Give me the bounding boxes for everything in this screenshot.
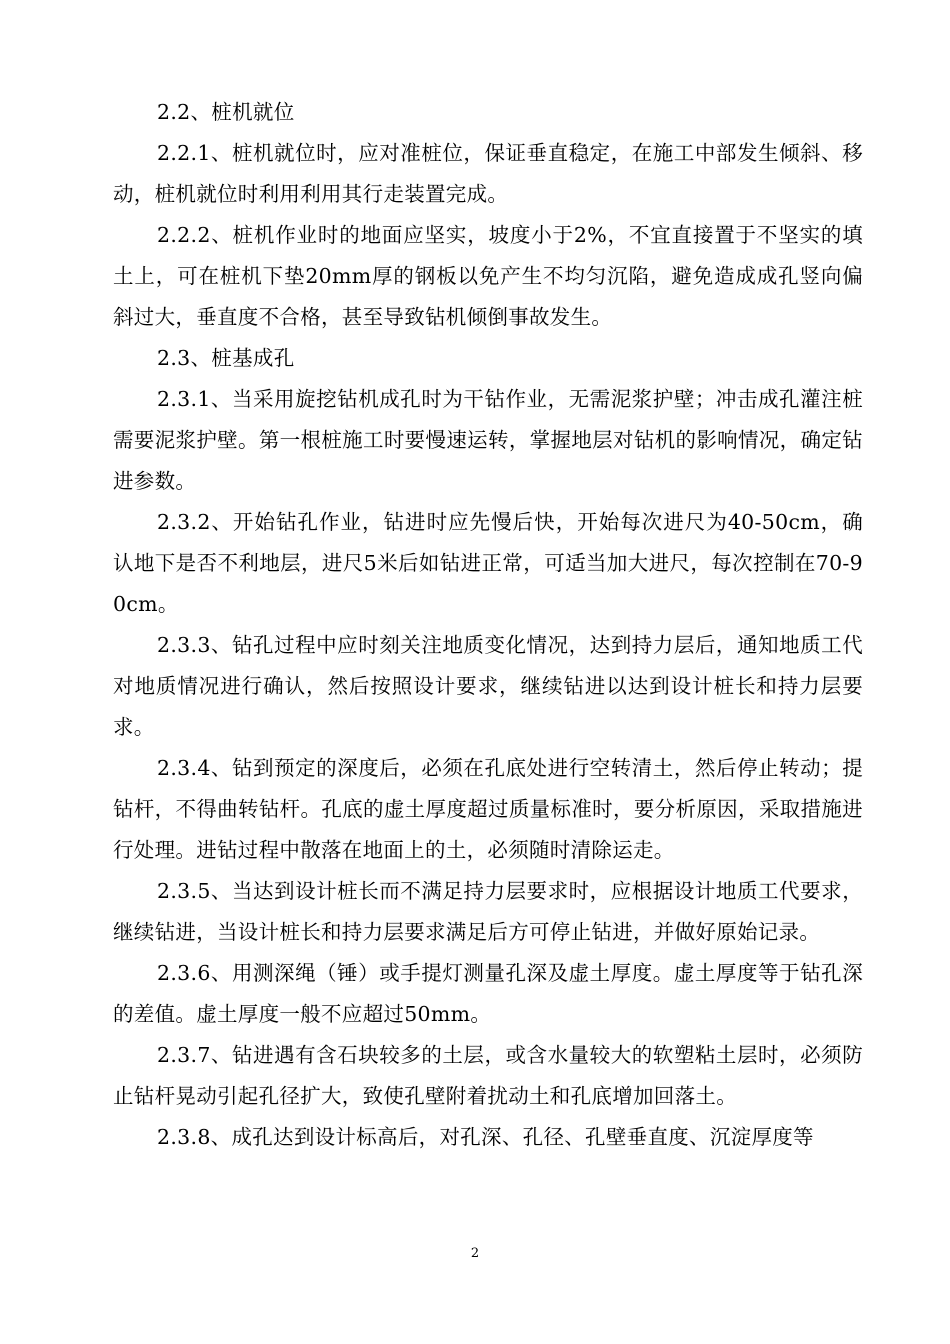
paragraph-2-3-1: 2.3.1、当采用旋挖钻机成孔时为干钻作业，无需泥浆护壁；冲击成孔灌注桩需要泥浆护壁。第一根桩施工时要慢速运转，掌握地层对钻机的影响情况，确定钻进参数。: [113, 387, 863, 493]
section-heading-2-2: 2.2、桩机就位: [157, 100, 295, 124]
document-body: [113, 92, 863, 1158]
paragraph-2-3-3: 2.3.3、钻孔过程中应时刻关注地质变化情况，达到持力层后，通知地质工代对地质情况进行确认，然后按照设计要求，继续钻进以达到设计桩长和持力层要求。: [113, 633, 863, 739]
paragraph-2-2-2: 2.2.2、桩机作业时的地面应坚实，坡度小于2%，不宜直接置于不坚实的填土上，可在桩机下垫20mm厚的钢板以免产生不均匀沉陷，避免造成成孔竖向偏斜过大，垂直度不合格，甚至导致钻机倾倒事故发生。: [113, 223, 863, 329]
paragraph-2-3-2: 2.3.2、开始钻孔作业，钻进时应先慢后快，开始每次进尺为40-50cm，确认地下是否不利地层，进尺5米后如钻进正常，可适当加大进尺，每次控制在70-90cm。: [113, 510, 863, 616]
page-number: 2: [470, 1246, 480, 1261]
paragraph-2-3-6: 2.3.6、用测深绳（锤）或手提灯测量孔深及虚土厚度。虚土厚度等于钻孔深的差值。虚土厚度一般不应超过50mm。: [113, 961, 863, 1026]
section-heading-2-3: 2.3、桩基成孔: [157, 346, 295, 370]
paragraph-2-3-8: 2.3.8、成孔达到设计标高后，对孔深、孔径、孔壁垂直度、沉淀厚度等: [157, 1125, 814, 1149]
paragraph-2-3-7: 2.3.7、钻进遇有含石块较多的土层，或含水量较大的软塑粘土层时，必须防止钻杆晃动引起孔径扩大，致使孔壁附着扰动土和孔底增加回落土。: [113, 1043, 863, 1108]
paragraph-2-2-1: 2.2.1、桩机就位时，应对准桩位，保证垂直稳定，在施工中部发生倾斜、移动，桩机就位时利用利用其行走装置完成。: [113, 141, 863, 206]
paragraph-2-3-5: 2.3.5、当达到设计桩长而不满足持力层要求时，应根据设计地质工代要求，继续钻进，当设计桩长和持力层要求满足后方可停止钻进，并做好原始记录。: [113, 879, 863, 944]
paragraph-2-3-4: 2.3.4、钻到预定的深度后，必须在孔底处进行空转清土，然后停止转动；提钻杆，不得曲转钻杆。孔底的虚土厚度超过质量标准时，要分析原因，采取措施进行处理。进钻过程中散落在地面上的土，必须随时清除运走。: [113, 756, 863, 862]
